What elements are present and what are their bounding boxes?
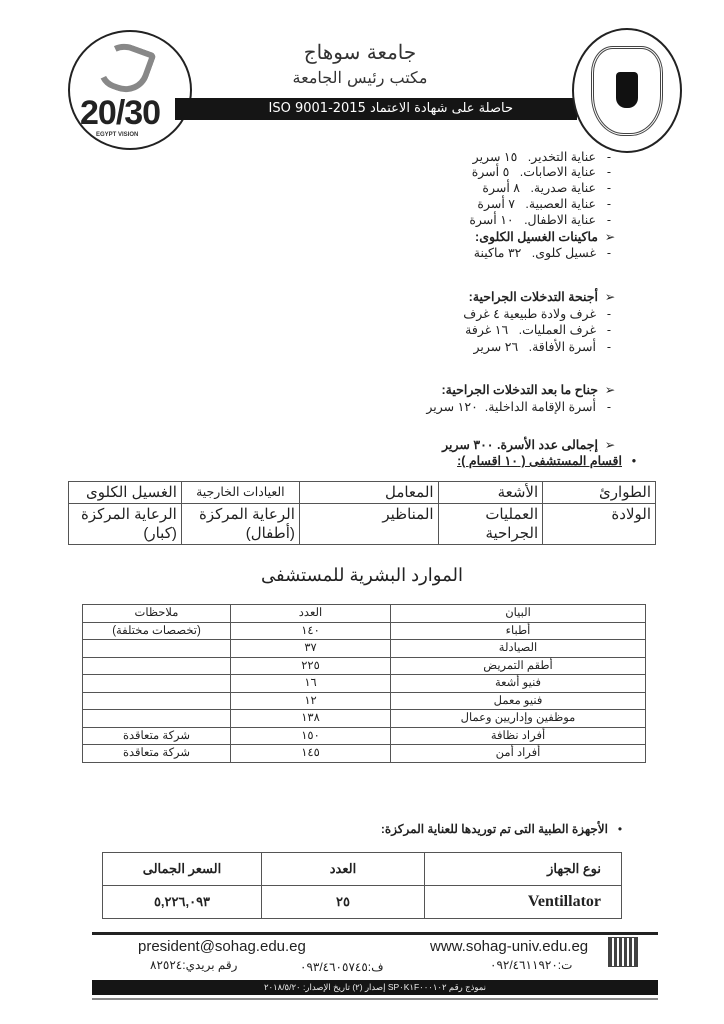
logo-swirl-icon	[93, 37, 156, 99]
column-header: العدد	[231, 605, 391, 623]
devices-heading: •الأجهزة الطبية التى تم توريدها للعناية المركزة:	[381, 822, 632, 837]
table-cell: (تخصصات مختلفة)	[83, 622, 231, 640]
table-cell: أطقم التمريض	[391, 657, 646, 675]
total-beds: ➢إجمالى عدد الأسرة. ٣٠٠ سرير	[442, 438, 622, 453]
table-cell: العيادات الخارجية	[181, 482, 299, 504]
table-cell: شركة متعاقدة	[83, 727, 231, 745]
table-cell: الأشعة	[438, 482, 543, 504]
egypt-vision-2030-logo	[68, 30, 192, 150]
table-cell: أفراد أمن	[391, 745, 646, 763]
table-cell: ١٥٠	[231, 727, 391, 745]
hr-title: الموارد البشرية للمستشفى	[261, 565, 463, 585]
table-cell: المناظير	[299, 504, 438, 545]
table-header-row	[83, 605, 646, 623]
table-cell: فنيو معمل	[391, 692, 646, 710]
table-cell	[83, 692, 231, 710]
departments-heading: •اقسام المستشفى ( ١٠ اقسام ):	[457, 454, 646, 469]
university-name: جامعة سوهاج	[303, 40, 417, 64]
table-cell: Ventillator	[425, 886, 622, 919]
table-row	[83, 745, 646, 763]
table-cell	[83, 657, 231, 675]
table-row	[83, 727, 646, 745]
table-cell: ٢٢٥	[231, 657, 391, 675]
table-cell: العمليات الجراحية	[438, 504, 543, 545]
surgical-wings-heading: ➢أجنحة التدخلات الجراحية:	[469, 290, 622, 305]
list-item: -غسيل كلوى. ٣٢ ماكينة	[473, 246, 612, 260]
footer-website[interactable]: www.sohag-univ.edu.eg	[430, 938, 589, 955]
list-item: -غرف ولادة طبيعية ٤ غرف	[463, 307, 612, 321]
list-item: -عناية الاطفال. ١٠ أسرة	[469, 213, 612, 227]
bullet-icon: •	[631, 454, 637, 468]
footer-po-box: رقم بريدي:٨٢٥٢٤	[150, 958, 238, 972]
arrow-bullet-icon: ➢	[604, 438, 616, 452]
dialysis-heading: ➢ماكينات الغسيل الكلوى:	[475, 230, 622, 245]
table-cell: ١٤٠	[231, 622, 391, 640]
table-cell: ٣٧	[231, 640, 391, 658]
logo-number: 20/30	[80, 94, 161, 132]
table-cell: الولادة	[543, 504, 656, 545]
table-cell: شركة متعاقدة	[83, 745, 231, 763]
iso-banner	[175, 98, 577, 120]
table-cell: أفراد نظافة	[391, 727, 646, 745]
table-cell: الطوارئ	[543, 482, 656, 504]
table-row	[83, 710, 646, 728]
table-cell: ١٣٨	[231, 710, 391, 728]
table-row	[83, 675, 646, 693]
table-row	[69, 504, 656, 545]
bullet-icon: •	[617, 822, 623, 836]
arrow-bullet-icon: ➢	[604, 290, 616, 304]
table-cell: المعامل	[299, 482, 438, 504]
hr-table	[82, 604, 646, 763]
footer-email[interactable]: president@sohag.edu.eg	[138, 938, 306, 955]
logo-caption: EGYPT VISION	[96, 132, 139, 138]
table-row	[83, 657, 646, 675]
footer-divider	[92, 932, 658, 935]
table-row	[103, 886, 622, 919]
qr-code-icon	[608, 937, 638, 967]
footer-form-info: نموذج رقم SP٠K١F٠٠٠١٠٢ إصدار (٢) تاريخ الإصدار: ٢٠١٨/٥/٢٠	[92, 980, 658, 995]
seal-emblem-icon	[616, 72, 638, 108]
post-surgical-heading: ➢جناح ما بعد التدخلات الجراحية:	[442, 383, 623, 398]
departments-table	[68, 481, 656, 545]
iso-banner-text: حاصلة على شهادة الاعتماد ISO 9001-2015	[268, 101, 513, 116]
footer-tel: ت:٠٩٢/٤٦١١٩٢٠	[490, 958, 573, 972]
table-row	[83, 692, 646, 710]
table-cell: ١٢	[231, 692, 391, 710]
arrow-bullet-icon: ➢	[604, 383, 616, 397]
table-cell: الغسيل الكلوى	[69, 482, 182, 504]
table-cell: ٥,٢٢٦,٠٩٣	[103, 886, 262, 919]
table-row	[69, 482, 656, 504]
arrow-bullet-icon: ➢	[604, 230, 616, 244]
table-cell: ١٤٥	[231, 745, 391, 763]
list-item: -عناية صدرية. ٨ أسرة	[482, 181, 612, 195]
list-item: -أسرة الأفاقة. ٢٦ سرير	[473, 340, 612, 354]
table-cell: الرعاية المركزة (كبار)	[69, 504, 182, 545]
table-header-row	[103, 853, 622, 886]
table-cell	[83, 675, 231, 693]
table-row	[83, 622, 646, 640]
column-header: نوع الجهاز	[425, 853, 622, 886]
table-row	[83, 640, 646, 658]
table-cell: ٢٥	[262, 886, 425, 919]
footer-bottom-line	[92, 998, 658, 1000]
list-item: -عناية الاصابات. ٥ أسرة	[471, 165, 612, 179]
column-header: البيان	[391, 605, 646, 623]
column-header: ملاحظات	[83, 605, 231, 623]
table-cell: الصيادلة	[391, 640, 646, 658]
devices-table	[102, 852, 622, 919]
footer-fax: ف:٠٩٣/٤٦٠٥٧٤٥	[300, 960, 384, 974]
column-header: السعر الجمالى	[103, 853, 262, 886]
table-cell: فنيو أشعة	[391, 675, 646, 693]
table-cell: أطباء	[391, 622, 646, 640]
list-item: -أسرة الإقامة الداخلية. ١٢٠ سرير	[426, 400, 612, 414]
university-seal-logo	[572, 28, 682, 153]
office-name: مكتب رئيس الجامعة	[292, 68, 428, 87]
list-item: -غرف العمليات. ١٦ غرفة	[465, 323, 612, 337]
list-item: -عناية التخدير. ١٥ سرير	[472, 150, 612, 164]
list-item: -عناية العصبية. ٧ أسرة	[477, 197, 612, 211]
column-header: العدد	[262, 853, 425, 886]
table-cell: ١٦	[231, 675, 391, 693]
table-cell: الرعاية المركزة (أطفال)	[181, 504, 299, 545]
table-cell	[83, 710, 231, 728]
table-cell	[83, 640, 231, 658]
table-cell: موظفين وإداريين وعمال	[391, 710, 646, 728]
